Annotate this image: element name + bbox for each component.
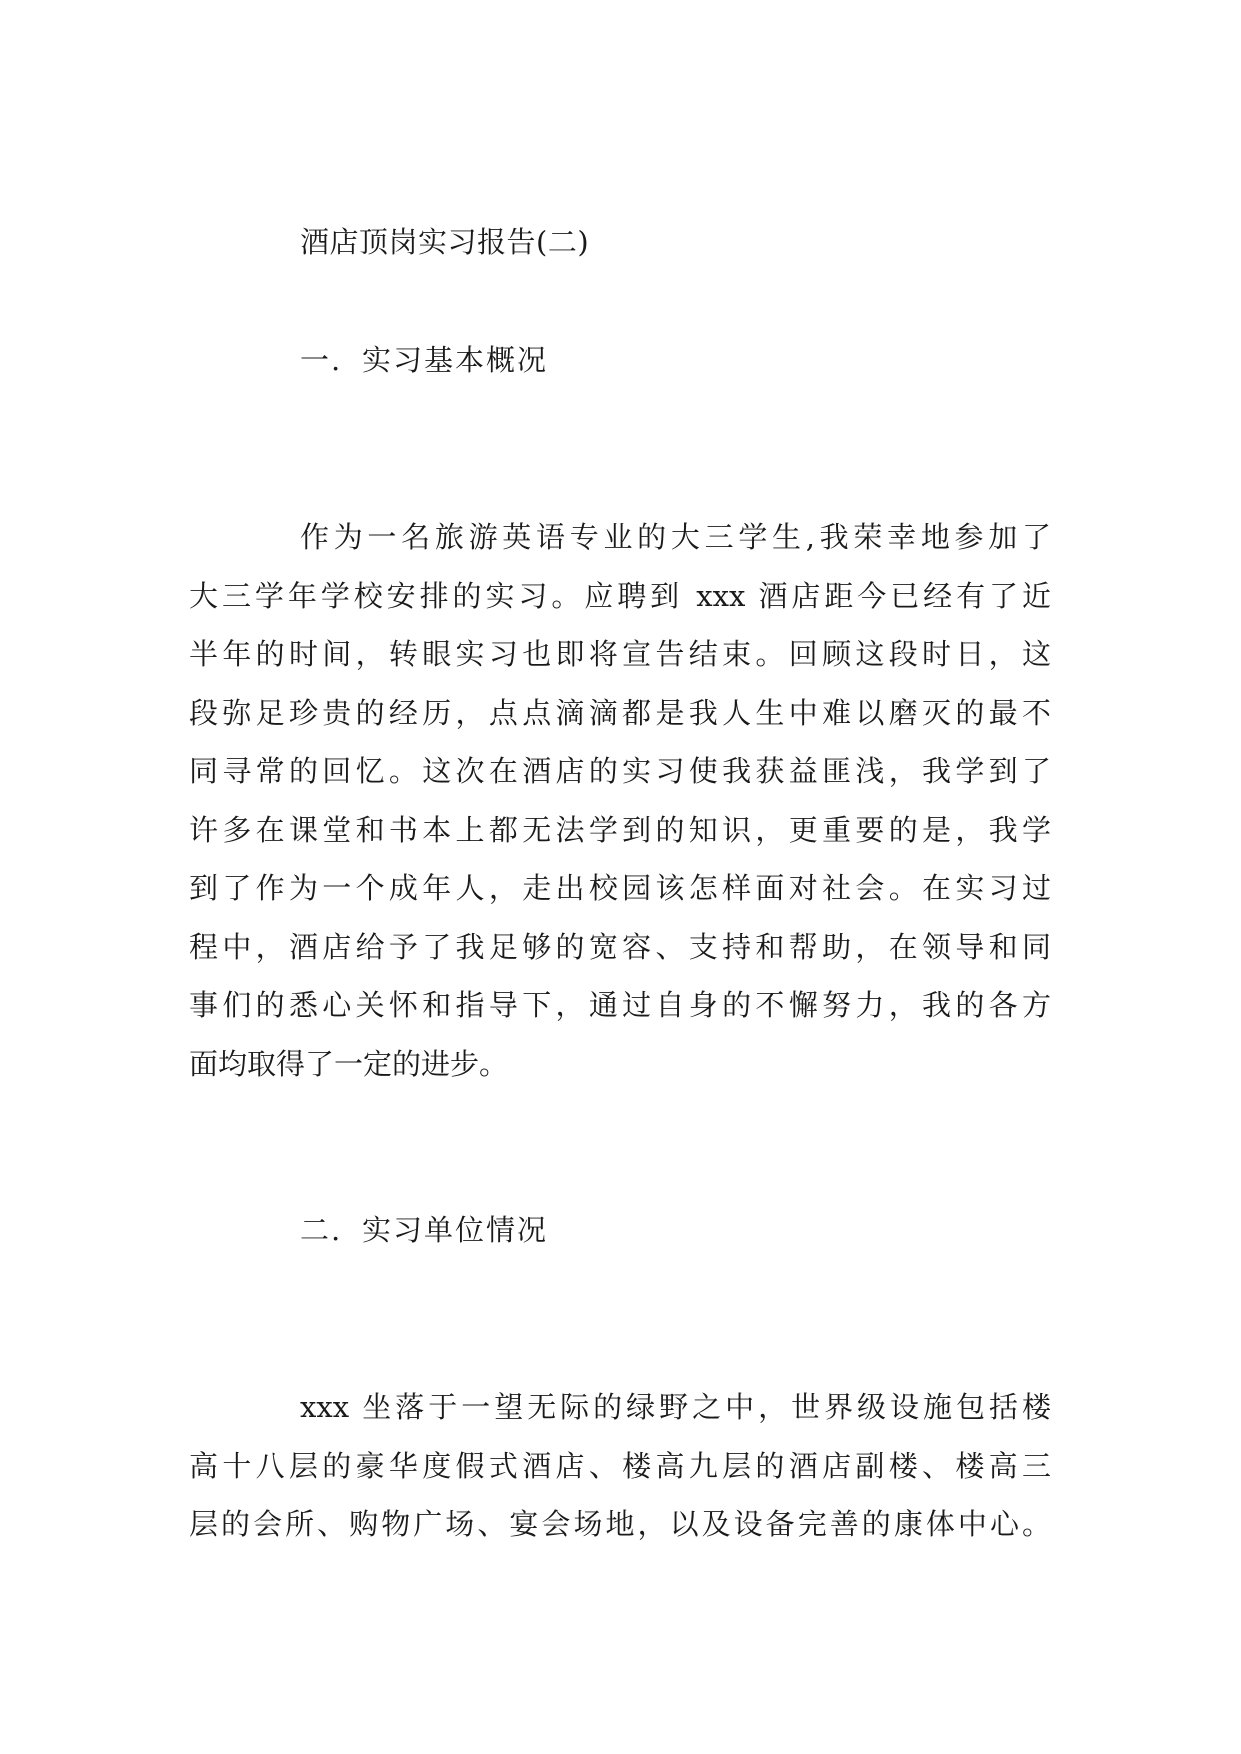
section-heading-text: 实习基本概况 <box>362 343 549 377</box>
paragraph-line: 许多在课堂和书本上都无法学到的知识，更重要的是，我学 <box>189 812 1051 847</box>
paragraph-line: 到了作为一个成年人，走出校园该怎样面对社会。在实习过 <box>189 871 1051 905</box>
section-number: 二. <box>300 1213 343 1247</box>
paragraph-line: 程中，酒店给予了我足够的宽容、支持和帮助，在领导和同 <box>189 929 1051 964</box>
paragraph-line: 半年的时间，转眼实习也即将宣告结束。回顾这段时日，这 <box>189 637 1051 671</box>
section-paragraph-2 <box>189 1378 1051 1554</box>
paragraph-line: 作为一名旅游英语专业的大三学生,我荣幸地参加了 <box>300 520 1051 554</box>
section-heading-text: 实习单位情况 <box>362 1213 549 1247</box>
paragraph-line: 同寻常的回忆。这次在酒店的实习使我获益匪浅，我学到了 <box>189 754 1051 788</box>
paragraph-line: xxx 坐落于一望无际的绿野之中，世界级设施包括楼 <box>300 1390 1051 1424</box>
paragraph-line: 面均取得了一定的进步。 <box>189 1046 509 1081</box>
section-number: 一. <box>300 343 343 377</box>
paragraph-line: 高十八层的豪华度假式酒店、楼高九层的酒店副楼、楼高三 <box>189 1448 1051 1483</box>
section-heading-1 <box>300 340 548 380</box>
paragraph-line: 事们的悉心关怀和指导下，通过自身的不懈努力，我的各方 <box>189 988 1051 1022</box>
section-paragraph-1 <box>189 508 1051 1093</box>
paragraph-line: 层的会所、购物广场、宴会场地，以及设备完善的康体中心。 <box>189 1507 1051 1541</box>
paragraph-line: 段弥足珍贵的经历，点点滴滴都是我人生中难以磨灭的最不 <box>189 695 1051 730</box>
section-heading-2 <box>300 1210 548 1250</box>
document-title: 酒店顶岗实习报告(二) <box>300 225 590 259</box>
paragraph-line: 大三学年学校安排的实习。应聘到 xxx 酒店距今已经有了近 <box>189 578 1051 613</box>
